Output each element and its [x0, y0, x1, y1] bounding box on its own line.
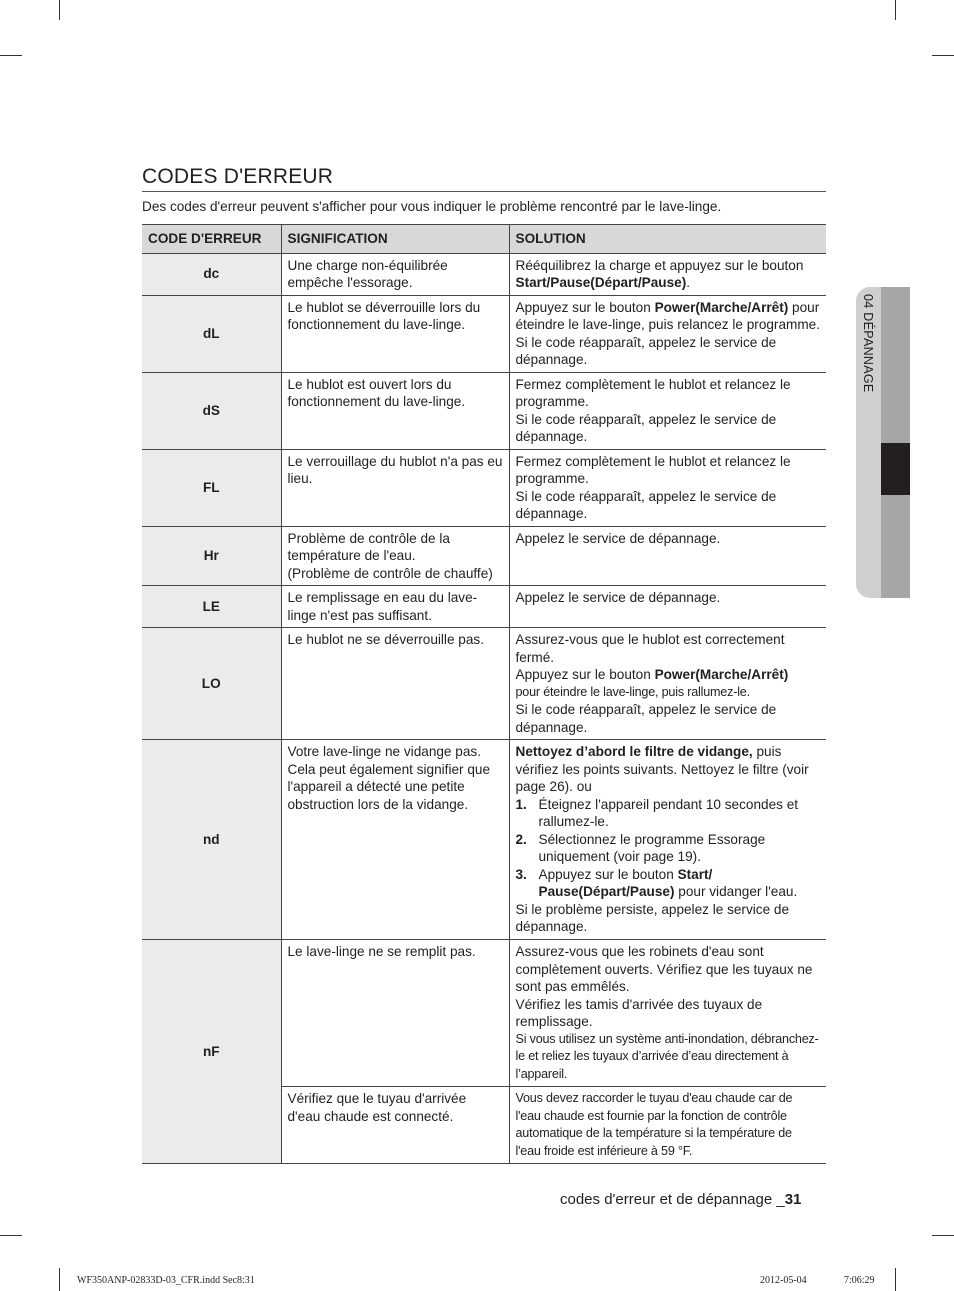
table-row [142, 253, 826, 295]
crop-mark [895, 0, 896, 20]
step-number: 2. [515, 831, 527, 847]
solution-cell [509, 628, 826, 740]
meaning-cell: Le hublot se déverrouille lors du fonctionnement du lave-linge. [281, 295, 509, 372]
solution-text: pour éteindre le lave-linge, puis rallumez-le. [515, 684, 750, 699]
solution-cell: Appelez le service de dépannage. [509, 586, 826, 628]
crop-mark [59, 1268, 60, 1291]
meaning-cell [281, 526, 509, 586]
step-text: Appuyez sur le bouton [538, 866, 678, 882]
solution-text: Fermez complètement le hublot et relancez le programme. [515, 453, 791, 486]
meaning-cell: Le hublot ne se déverrouille pas. [281, 628, 509, 740]
step-text: Éteignez l'appareil pendant 10 secondes et rallumez-le. [538, 796, 799, 829]
solution-text: Appuyez sur le bouton [515, 299, 655, 315]
meaning-text: Problème de contrôle de la température de l'eau. [287, 530, 450, 563]
solution-text: puis vérifiez les points suivants. Nettoyez le filtre (voir page 26). ou [515, 744, 809, 794]
print-time: 7:06:29 [844, 1275, 875, 1286]
crop-mark [895, 1268, 896, 1291]
solution-cell [509, 295, 826, 372]
solution-text [516, 743, 821, 796]
error-code: dc [142, 253, 281, 295]
meaning-cell: Le lave-linge ne se remplit pas. [281, 940, 509, 1087]
meaning-cell: Une charge non-équilibrée empêche l'essorage. [281, 253, 509, 295]
list-item [516, 866, 821, 901]
table-row [142, 372, 826, 449]
button-name: Power(Marche/Arrêt) [654, 299, 789, 315]
header-code: CODE D'ERREUR [142, 225, 281, 254]
crop-mark [0, 55, 22, 56]
solution-cell [509, 940, 826, 1087]
error-code: FL [142, 449, 281, 526]
error-code: LE [142, 586, 281, 628]
solution-text: Si le code réapparaît, appelez le service de dépannage. [515, 488, 777, 521]
page-title: CODES D'ERREUR [142, 165, 334, 188]
table-row [142, 526, 826, 586]
crop-mark [932, 55, 954, 56]
solution-text: pour éteindre le lave-linge, puis relancez le programme. Si le code réapparaît, appelez le service de dépannage. [515, 299, 821, 367]
error-code: dL [142, 295, 281, 372]
header-meaning: SIGNIFICATION [281, 225, 509, 254]
intro-text: Des codes d'erreur peuvent s'afficher pour vous indiquer le problème rencontré par le lave-linge. [142, 199, 722, 214]
solution-cell [509, 449, 826, 526]
step-text: pour vidanger l'eau. [674, 884, 798, 899]
error-code: dS [142, 372, 281, 449]
solution-text: Si le problème persiste, appelez le service de dépannage. [515, 901, 790, 934]
program-name: Essorage uniquement [538, 831, 766, 864]
solution-text: Fermez complètement le hublot et relancez le programme. [515, 376, 791, 409]
solution-text: . [686, 275, 691, 290]
meaning-text: Cela peut également signifier que l'appareil a détecté une petite obstruction lors de la vidange. [287, 761, 491, 812]
button-name: Start/ Pause(Départ/Pause) [538, 866, 713, 899]
steps-list [516, 796, 821, 901]
solution-cell [509, 372, 826, 449]
print-date: 2012-05-04 [760, 1275, 807, 1286]
meaning-text: Votre lave-linge ne vidange pas. [287, 744, 481, 759]
crop-mark [932, 1235, 954, 1236]
solution-text: Assurez-vous que le hublot est correctement fermé. [515, 632, 785, 665]
table-row [142, 449, 826, 526]
page-number: 31 [784, 1191, 802, 1208]
print-file-info: WF350ANP-02833D-03_CFR.indd Sec8:31 [77, 1275, 255, 1286]
step-text: (voir page 19). [609, 849, 701, 864]
error-code: LO [142, 628, 281, 740]
step-text: Sélectionnez le programme [538, 831, 708, 847]
step-number: 3. [515, 866, 527, 882]
solution-text: Rééquilibrez la charge et appuyez sur le bouton [515, 257, 804, 273]
meaning-text: (Problème de contrôle de chauffe) [287, 565, 493, 581]
solution-text: Si vous utilisez un système anti-inondation, débranchez-le et reliez les tuyaux d’arrivée d’eau directement à l’appareil. [515, 1031, 819, 1081]
table-row [142, 586, 826, 628]
solution-cell: Vous devez raccorder le tuyau d'eau chaude car de l'eau chaude est fournie par la fonction de contrôle automatique de la température si la température de l'eau froide est inférieure à 59 °F. [509, 1087, 826, 1164]
solution-cell: Appelez le service de dépannage. [509, 526, 826, 586]
meaning-cell [281, 740, 509, 940]
crop-mark [59, 0, 60, 20]
meaning-cell: Le hublot est ouvert lors du fonctionnement du lave-linge. [281, 372, 509, 449]
table-header-row [142, 225, 826, 254]
solution-cell [509, 253, 826, 295]
list-item [516, 796, 821, 831]
button-name: Start/Pause(Départ/Pause) [515, 275, 687, 290]
solution-text [516, 666, 821, 684]
solution-text: Assurez-vous que les robinets d'eau sont complètement ouverts. Vérifiez que les tuyaux ne sont pas emmêlés. [515, 944, 813, 994]
meaning-cell: Vérifiez que le tuyau d'arrivée d'eau chaude est connecté. [281, 1087, 509, 1164]
crop-mark [0, 1235, 22, 1236]
solution-cell [509, 740, 826, 940]
button-name: Power(Marche/Arrêt) [654, 667, 789, 682]
error-codes-table [142, 224, 826, 1164]
solution-text: Si le code réapparaît, appelez le service de dépannage. [515, 411, 777, 444]
meaning-cell: Le remplissage en eau du lave-linge n'est pas suffisant. [281, 586, 509, 628]
page-footer [560, 1191, 801, 1208]
step-number: 1. [515, 796, 527, 812]
error-code: nd [142, 740, 281, 940]
header-solution: SOLUTION [509, 225, 826, 254]
table-row [142, 740, 826, 940]
footer-text: codes d'erreur et de dépannage _ [560, 1191, 785, 1208]
section-tab-label: 04 DÉPANNAGE [861, 294, 875, 393]
solution-text: Si le code réapparaît, appelez le service de dépannage. [515, 702, 777, 735]
error-code: Hr [142, 526, 281, 586]
error-code: nF [142, 940, 281, 1164]
table-row [142, 940, 826, 1087]
emphasis-text: Nettoyez d’abord le filtre de vidange, [515, 744, 753, 759]
table-row [142, 628, 826, 740]
list-item [516, 831, 821, 866]
title-divider [142, 191, 826, 192]
solution-text: Appuyez sur le bouton [515, 667, 655, 682]
solution-text: Vérifiez les tamis d'arrivée des tuyaux de remplissage. [515, 996, 763, 1029]
meaning-cell: Le verrouillage du hublot n'a pas eu lieu. [281, 449, 509, 526]
section-tab-marker [881, 443, 910, 495]
table-row [142, 295, 826, 372]
